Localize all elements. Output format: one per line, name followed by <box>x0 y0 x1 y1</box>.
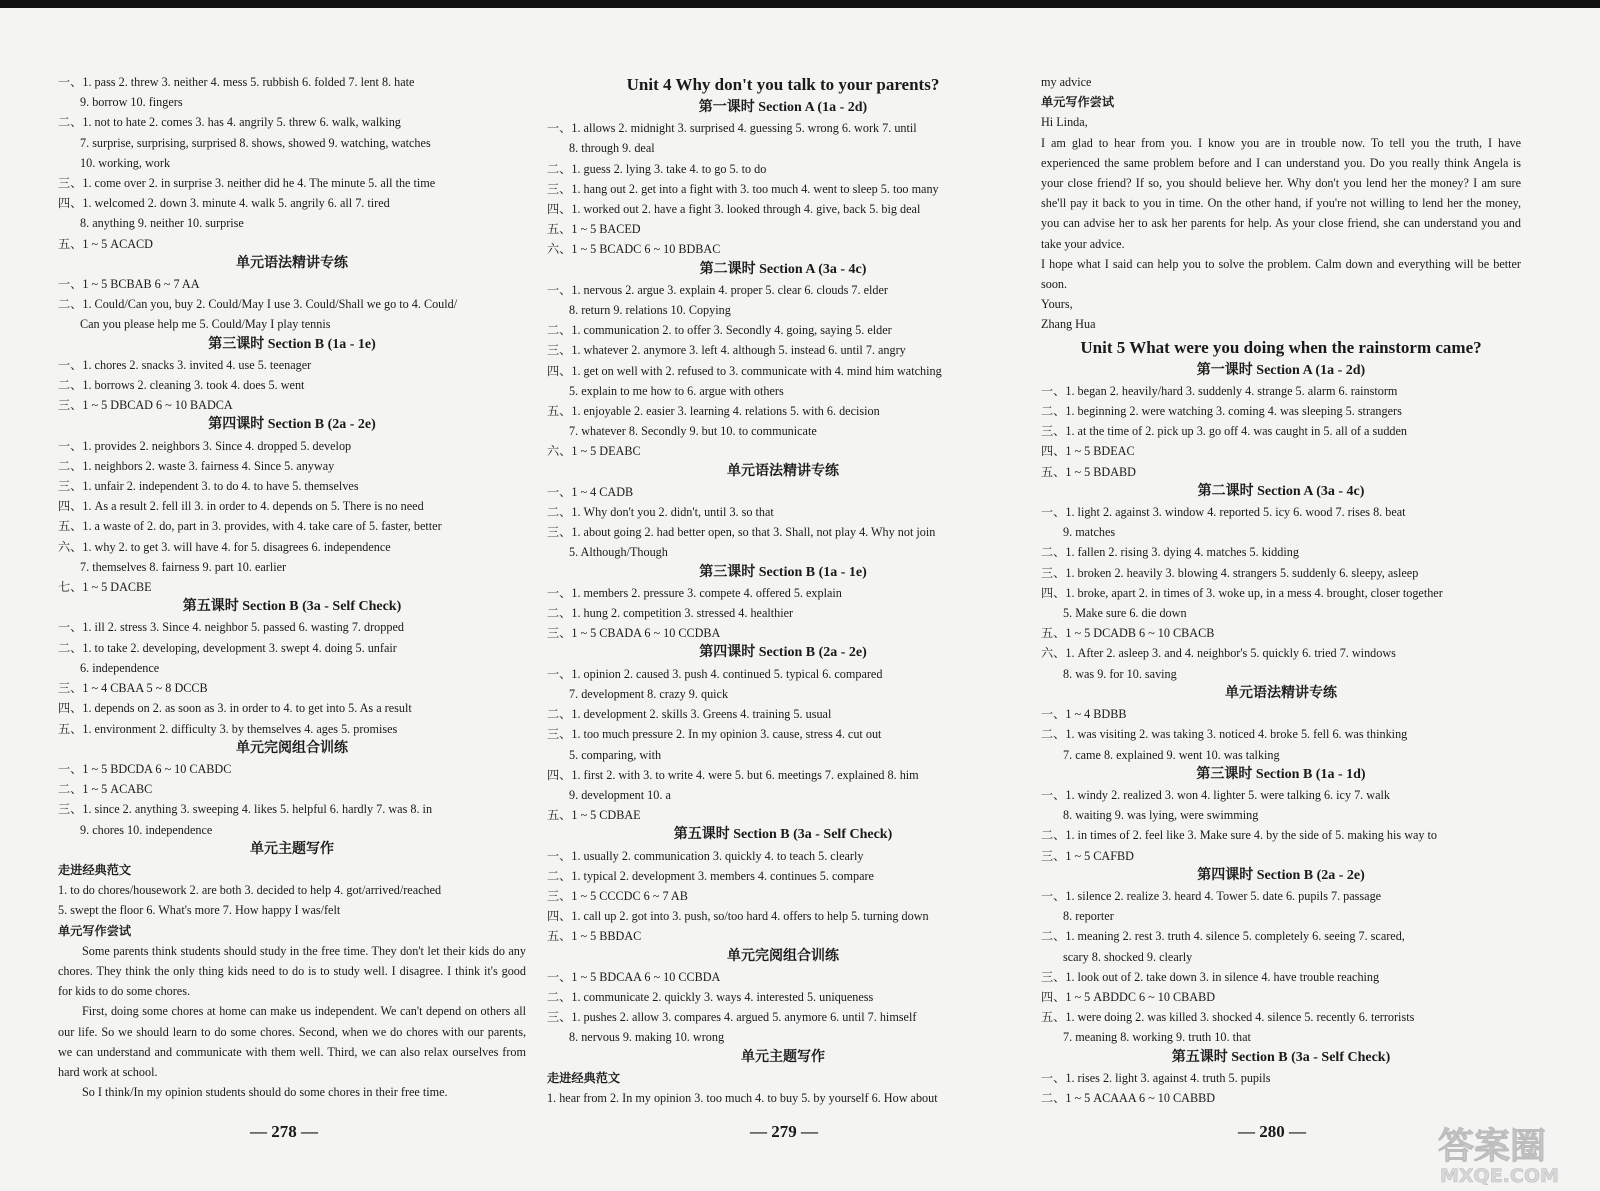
unit-title: Unit 5 What were you doing when the rainstorm came? <box>1080 337 1482 357</box>
answer-line: 二、1. typical 2. development 3. members 4. continues 5. compare <box>547 868 874 883</box>
answer-line: 二、1. was visiting 2. was taking 3. noticed 4. broke 5. fell 6. was thinking <box>1041 727 1408 742</box>
answer-line: 6. independence <box>80 660 160 675</box>
answer-line: 10. working, work <box>80 155 171 170</box>
answer-line: 一、1. usually 2. communication 3. quickly 4. to teach 5. clearly <box>547 848 864 863</box>
page-number-278: — 278 — <box>250 1122 318 1141</box>
answer-line: 二、1. guess 2. lying 3. take 4. to go 5. to do <box>547 161 767 176</box>
answer-line: 三、1 ~ 5 CBADA 6 ~ 10 CCDBA <box>547 626 721 641</box>
answer-column-2 <box>547 72 1019 1108</box>
letter-paragraph: I am glad to hear from you. I know you are in trouble now. To tell you the truth, I have experienced the same problem before and I can understand you. Do you really think Angela is your close friend? If so, you should believe her. Why don't you lend her the money? I am sure she'll pay it back to you in time. On the other hand, if you're not willing to lend her the money, you can advise her to ask her parents for help. As your close friend, she can understand you and take your advice. <box>1041 135 1521 251</box>
answer-line: 二、1. to take 2. developing, development 3. swept 4. doing 5. unfair <box>58 640 397 655</box>
answer-line: 1. hear from 2. In my opinion 3. too much 4. to buy 5. by yourself 6. How about <box>547 1090 938 1105</box>
answer-line: 五、1 ~ 5 ACACD <box>58 236 153 251</box>
answer-line: 二、1. fallen 2. rising 3. dying 4. matches 5. kidding <box>1041 545 1299 560</box>
answer-line: 三、1 ~ 5 CAFBD <box>1041 848 1134 863</box>
answer-line: 七、1 ~ 5 DACBE <box>58 580 152 595</box>
answer-line: 四、1. first 2. with 3. to write 4. were 5. but 6. meetings 7. explained 8. him <box>547 767 919 782</box>
unit-title: Unit 4 Why don't you talk to your parents? <box>626 75 940 94</box>
answer-line: 三、1. pushes 2. allow 3. compares 4. argued 5. anymore 6. until 7. himself <box>547 1010 917 1025</box>
answer-line: 一、1. began 2. heavily/hard 3. suddenly 4. strange 5. alarm 6. rainstorm <box>1041 383 1398 398</box>
answer-line: 9. matches <box>1063 525 1116 540</box>
letter-paragraph: I hope what I said can help you to solve the problem. Calm down and everything will be better soon. <box>1041 256 1521 292</box>
answer-line: 三、1 ~ 4 CBAA 5 ~ 8 DCCB <box>58 681 208 696</box>
answer-line: 一、1. chores 2. snacks 3. invited 4. use 5. teenager <box>58 357 312 372</box>
answer-line: 7. whatever 8. Secondly 9. but 10. to communicate <box>569 424 817 439</box>
answer-line: 8. nervous 9. making 10. wrong <box>569 1030 725 1045</box>
answer-line: 五、1 ~ 5 CDBAE <box>547 808 641 823</box>
lesson-heading: 第三课时 Section B (1a - 1e) <box>699 564 867 580</box>
section-heading: 单元主题写作 <box>250 841 334 857</box>
answer-line: 9. chores 10. independence <box>80 822 213 837</box>
essay-paragraph: First, doing some chores at home can make us independent. We can't depend on others all our life. So we should learn to do some chores. Second, when we do chores with our parents, we can understand and communicate with them well. Third, we can also relax ourselves from hard work at school. <box>58 1004 526 1079</box>
section-heading: 单元语法精讲专练 <box>727 463 839 479</box>
lesson-heading: 第五课时 Section B (3a - Self Check) <box>182 599 402 615</box>
answer-line: 四、1. As a result 2. fell ill 3. in order to 4. depends on 5. There is no need <box>58 499 424 514</box>
answer-line: 三、1. come over 2. in surprise 3. neither did he 4. The minute 5. all the time <box>58 176 436 191</box>
answer-line: 四、1. get on well with 2. refused to 3. communicate with 4. mind him watching <box>547 363 942 378</box>
watermark-logo <box>1434 1122 1592 1186</box>
answer-line: 8. through 9. deal <box>569 141 655 156</box>
answer-line: 一、1. rises 2. light 3. against 4. truth 5. pupils <box>1041 1070 1271 1085</box>
answer-line: 二、1. communicate 2. quickly 3. ways 4. interested 5. uniqueness <box>547 989 874 1004</box>
subsection-label: 走进经典范文 <box>58 862 132 877</box>
answer-line: 三、1. hang out 2. get into a fight with 3. too much 4. went to sleep 5. too many <box>547 181 939 196</box>
answer-line: 五、1 ~ 5 BBDAC <box>547 929 642 944</box>
answer-line: 7. themselves 8. fairness 9. part 10. earlier <box>80 559 287 574</box>
letter-closing: Yours, <box>1041 297 1073 312</box>
subsection-label: 单元写作尝试 <box>58 923 132 938</box>
section-heading: 单元完阅组合训练 <box>236 740 348 756</box>
answer-line: 六、1 ~ 5 BCADC 6 ~ 10 BDBAC <box>547 242 721 257</box>
lesson-heading: 第五课时 Section B (3a - Self Check) <box>1171 1049 1391 1065</box>
svg-text:答案圈: 答案圈 <box>1438 1126 1547 1167</box>
answer-line: 三、1. at the time of 2. pick up 3. go off 4. was caught in 5. all of a sudden <box>1041 424 1408 439</box>
section-heading: 单元语法精讲专练 <box>236 255 348 271</box>
answer-line: 五、1 ~ 5 BDABD <box>1041 464 1136 479</box>
answer-line: 三、1. unfair 2. independent 3. to do 4. to have 5. themselves <box>58 479 359 494</box>
answer-line: 一、1. opinion 2. caused 3. push 4. continued 5. typical 6. compared <box>547 666 883 681</box>
answer-line: 8. return 9. relations 10. Copying <box>569 303 731 318</box>
lesson-heading: 第一课时 Section A (1a - 2d) <box>1196 362 1366 378</box>
answer-line: 二、1. Could/Can you, buy 2. Could/May I use 3. Could/Shall we go to 4. Could/ <box>58 297 458 312</box>
answer-line: 一、1. silence 2. realize 3. heard 4. Tower 5. date 6. pupils 7. passage <box>1041 888 1382 903</box>
answer-line: 二、1. in times of 2. feel like 3. Make sure 4. by the side of 5. making his way to <box>1041 828 1438 843</box>
answer-line: 5. Make sure 6. die down <box>1063 606 1187 621</box>
answer-line: 四、1 ~ 5 ABDDC 6 ~ 10 CBABD <box>1041 989 1216 1004</box>
letter-signature: Zhang Hua <box>1041 317 1096 332</box>
answer-line: 8. anything 9. neither 10. surprise <box>80 216 244 231</box>
letter-greeting: Hi Linda, <box>1041 115 1088 130</box>
answer-line: 二、1. meaning 2. rest 3. truth 4. silence 5. completely 6. seeing 7. scared, <box>1041 929 1405 944</box>
section-heading: 单元完阅组合训练 <box>727 948 839 964</box>
answer-line: 一、1 ~ 4 CADB <box>547 484 634 499</box>
lesson-heading: 第二课时 Section A (3a - 4c) <box>699 261 867 277</box>
answer-line: 8. waiting 9. was lying, were swimming <box>1063 808 1259 823</box>
answer-line: 二、1. neighbors 2. waste 3. fairness 4. Since 5. anyway <box>58 458 335 473</box>
answer-line: 一、1. allows 2. midnight 3. surprised 4. guessing 5. wrong 6. work 7. until <box>547 121 917 136</box>
answer-line: 四、1. call up 2. got into 3. push, so/too hard 4. offers to help 5. turning down <box>547 909 929 924</box>
answer-line: 二、1 ~ 5 ACABC <box>58 782 153 797</box>
answer-line: 一、1 ~ 5 BCBAB 6 ~ 7 AA <box>58 277 200 292</box>
answer-line: 一、1. nervous 2. argue 3. explain 4. proper 5. clear 6. clouds 7. elder <box>547 282 888 297</box>
answer-line: 三、1 ~ 5 CCCDC 6 ~ 7 AB <box>547 888 688 903</box>
answer-line: 三、1. too much pressure 2. In my opinion 3. cause, stress 4. cut out <box>547 727 882 742</box>
lesson-heading: 第四课时 Section B (2a - 2e) <box>1197 867 1365 883</box>
answer-line: 四、1. broke, apart 2. in times of 3. woke up, in a mess 4. brought, closer together <box>1041 585 1443 600</box>
section-heading: 单元主题写作 <box>741 1049 825 1065</box>
answer-line: 五、1. were doing 2. was killed 3. shocked 4. silence 5. recently 6. terrorists <box>1041 1010 1415 1025</box>
answer-line: 三、1 ~ 5 DBCAD 6 ~ 10 BADCA <box>58 398 233 413</box>
essay-paragraph: Some parents think students should study in the free time. They don't let their kids do any chores. They think the only thing kids need to do is to study well. I disagree. I think it's good for kids to do some chores. <box>58 943 526 999</box>
answer-line: 五、1 ~ 5 BACED <box>547 222 641 237</box>
lesson-heading: 第一课时 Section A (1a - 2d) <box>698 100 868 115</box>
answer-line: 5. Although/Though <box>569 545 668 560</box>
answer-line: 8. was 9. for 10. saving <box>1063 666 1177 681</box>
answer-line: 六、1. After 2. asleep 3. and 4. neighbor's 5. quickly 6. tried 7. windows <box>1041 646 1396 661</box>
answer-line: 四、1. welcomed 2. down 3. minute 4. walk 5. angrily 6. all 7. tired <box>58 196 390 211</box>
answer-line: 7. surprise, surprising, surprised 8. shows, showed 9. watching, watches <box>80 135 431 150</box>
answer-line: 一、1. windy 2. realized 3. won 4. lighter 5. were talking 6. icy 7. walk <box>1041 787 1390 802</box>
answer-line: my advice <box>1041 75 1092 89</box>
answer-line: 四、1. depends on 2. as soon as 3. in order to 4. to get into 5. As a result <box>58 701 412 716</box>
answer-line: 7. came 8. explained 9. went 10. was talking <box>1063 747 1280 762</box>
answer-line: 三、1. broken 2. heavily 3. blowing 4. strangers 5. suddenly 6. sleepy, asleep <box>1041 565 1419 580</box>
answer-line: 五、1. enjoyable 2. easier 3. learning 4. relations 5. with 6. decision <box>547 404 880 419</box>
answer-line: 一、1 ~ 4 BDBB <box>1041 707 1127 722</box>
answer-line: 8. reporter <box>1063 909 1114 924</box>
lesson-heading: 第四课时 Section B (2a - 2e) <box>208 417 376 433</box>
answer-line: Can you please help me 5. Could/May I play tennis <box>80 317 331 332</box>
answer-line: 7. meaning 8. working 9. truth 10. that <box>1063 1030 1251 1045</box>
subsection-label: 走进经典范文 <box>547 1070 621 1085</box>
answer-line: 五、1. a waste of 2. do, part in 3. provides, with 4. take care of 5. faster, better <box>58 519 442 534</box>
section-heading: 单元语法精讲专练 <box>1225 685 1337 701</box>
answer-line: 二、1. development 2. skills 3. Greens 4. training 5. usual <box>547 707 832 722</box>
answer-line: 四、1 ~ 5 BDEAC <box>1041 444 1135 459</box>
lesson-heading: 第四课时 Section B (2a - 2e) <box>699 645 867 661</box>
page-number-280: — 280 — <box>1238 1122 1306 1141</box>
answer-line: 六、1. why 2. to get 3. will have 4. for 5. disagrees 6. independence <box>58 539 391 554</box>
answer-line: 四、1. worked out 2. have a fight 3. looked through 4. give, back 5. big deal <box>547 202 921 217</box>
answer-column-3 <box>1041 72 1521 1108</box>
answer-line: 二、1. borrows 2. cleaning 3. took 4. does 5. went <box>58 378 305 393</box>
answer-line: scary 8. shocked 9. clearly <box>1063 949 1193 964</box>
answer-line: 5. comparing, with <box>569 747 662 762</box>
answer-line: 一、1. pass 2. threw 3. neither 4. mess 5. rubbish 6. folded 7. lent 8. hate <box>58 75 415 89</box>
subsection-label: 单元写作尝试 <box>1041 95 1115 110</box>
answer-line: 三、1. since 2. anything 3. sweeping 4. likes 5. helpful 6. hardly 7. was 8. in <box>58 802 433 817</box>
answer-line: 二、1. communication 2. to offer 3. Secondly 4. going, saying 5. elder <box>547 323 892 338</box>
svg-text:MXQE.COM: MXQE.COM <box>1440 1165 1559 1186</box>
answer-line: 二、1. beginning 2. were watching 3. coming 4. was sleeping 5. strangers <box>1041 404 1402 419</box>
answer-line: 五、1. environment 2. difficulty 3. by themselves 4. ages 5. promises <box>58 721 398 736</box>
answer-line: 一、1. provides 2. neighbors 3. Since 4. dropped 5. develop <box>58 438 352 453</box>
lesson-heading: 第五课时 Section B (3a - Self Check) <box>673 827 893 843</box>
lesson-heading: 第三课时 Section B (1a - 1e) <box>208 336 376 352</box>
answer-line: 一、1. ill 2. stress 3. Since 4. neighbor 5. passed 6. wasting 7. dropped <box>58 620 404 635</box>
answer-line: 五、1 ~ 5 DCADB 6 ~ 10 CBACB <box>1041 626 1215 641</box>
answer-line: 三、1. whatever 2. anymore 3. left 4. although 5. instead 6. until 7. angry <box>547 343 906 358</box>
answer-line: 5. swept the floor 6. What's more 7. How happy I was/felt <box>58 903 341 918</box>
answer-line: 1. to do chores/housework 2. are both 3. decided to help 4. got/arrived/reached <box>58 883 442 898</box>
answer-line: 一、1. light 2. against 3. window 4. reported 5. icy 6. wood 7. rises 8. beat <box>1041 505 1406 520</box>
answer-line: 一、1. members 2. pressure 3. compete 4. offered 5. explain <box>547 585 842 600</box>
answer-line: 9. borrow 10. fingers <box>80 95 183 110</box>
answer-line: 9. development 10. a <box>569 787 671 802</box>
answer-line: 六、1 ~ 5 DEABC <box>547 444 641 459</box>
lesson-heading: 第二课时 Section A (3a - 4c) <box>1197 483 1365 499</box>
answer-line: 二、1. hung 2. competition 3. stressed 4. healthier <box>547 606 794 621</box>
answer-column-1 <box>58 72 526 1102</box>
answer-line: 一、1 ~ 5 BDCAA 6 ~ 10 CCBDA <box>547 969 721 984</box>
lesson-heading: 第三课时 Section B (1a - 1d) <box>1196 766 1366 782</box>
answer-line: 二、1. Why don't you 2. didn't, until 3. so that <box>547 505 774 520</box>
answer-line: 5. explain to me how to 6. argue with others <box>569 383 784 398</box>
answer-line: 二、1 ~ 5 ACAAA 6 ~ 10 CABBD <box>1041 1090 1216 1105</box>
answer-line: 三、1. look out of 2. take down 3. in silence 4. have trouble reaching <box>1041 969 1380 984</box>
answer-line: 7. development 8. crazy 9. quick <box>569 686 729 701</box>
answer-line: 二、1. not to hate 2. comes 3. has 4. angrily 5. threw 6. walk, walking <box>58 115 401 130</box>
essay-paragraph: So I think/In my opinion students should do some chores in their free time. <box>82 1085 448 1100</box>
answer-line: 一、1 ~ 5 BDCDA 6 ~ 10 CABDC <box>58 761 232 776</box>
answer-line: 三、1. about going 2. had better open, so that 3. Shall, not play 4. Why not join <box>547 525 936 540</box>
page-number-279: — 279 — <box>750 1122 818 1141</box>
top-border <box>0 0 1600 8</box>
